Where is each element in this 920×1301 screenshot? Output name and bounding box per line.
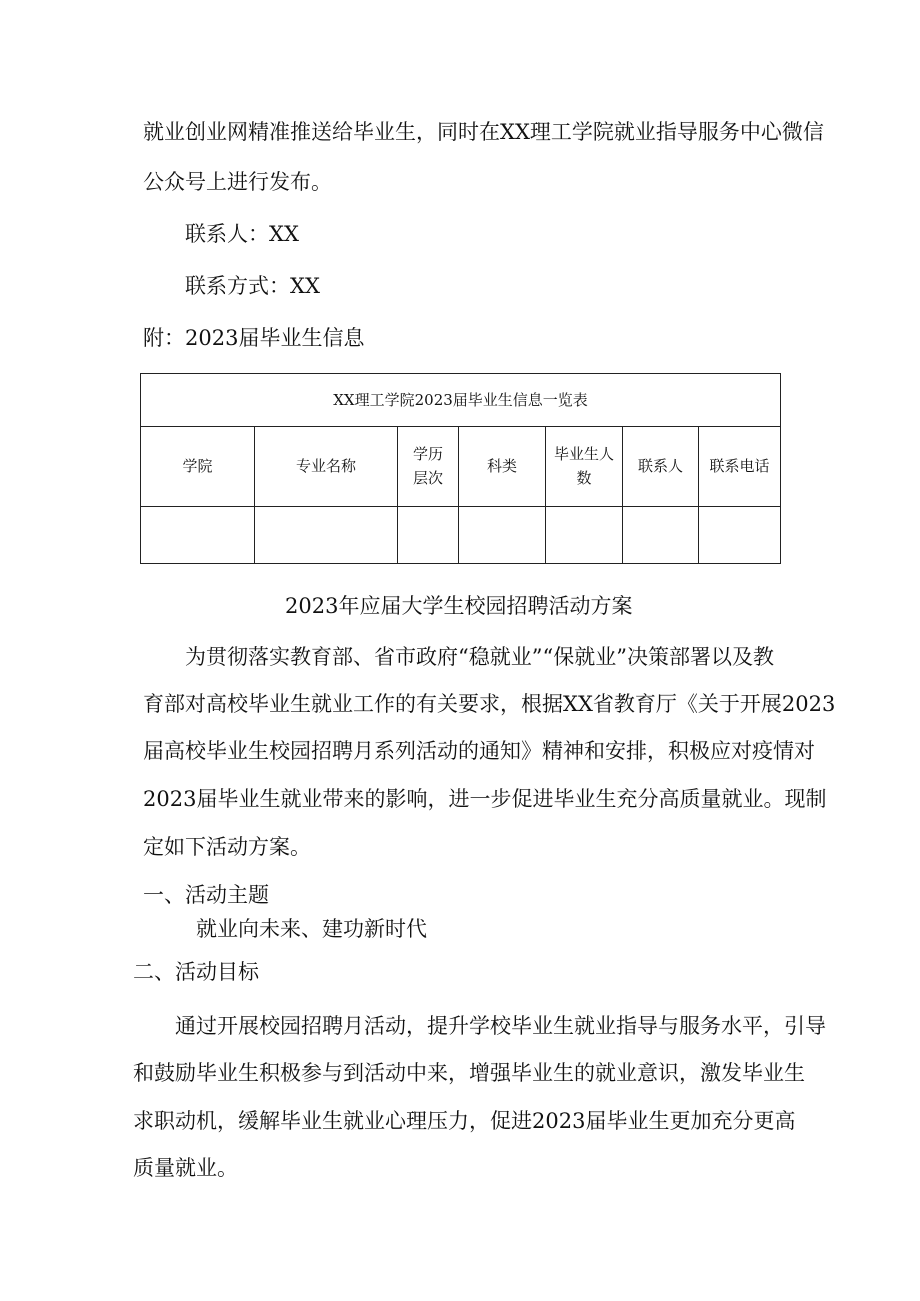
table-cell [699,506,781,563]
para2-line-3: 求职动机，缓解毕业生就业心理压力，促进2023届毕业生更加充分更高 [133,1109,796,1133]
para1-line-1: 为贯彻落实教育部、省市政府“稳就业”“保就业”决策部署以及教 [185,645,774,669]
section1-title: 一、活动主题 [143,883,269,907]
contact-method: 联系方式：XX [185,274,320,298]
attachment-label: 附：2023届毕业生信息 [143,326,365,350]
para2-line-1: 通过开展校园招聘月活动，提升学校毕业生就业指导与服务水平，引导 [175,1014,826,1038]
table-cell [398,506,459,563]
table-cell [459,506,546,563]
table-cell [546,506,623,563]
header-contact: 联系人 [623,427,699,506]
para1-line-2: 育部对高校毕业生就业工作的有关要求，根据XX省教育厅《关于开展2023 [143,692,836,716]
intro-line-1: 就业创业网精准推送给毕业生，同时在XX理工学院就业指导服务中心微信 [143,120,824,144]
table-cell [141,506,255,563]
section2-title: 二、活动目标 [133,960,259,984]
header-category: 科类 [459,427,546,506]
table-row [141,506,781,563]
plan-title: 2023年应届大学生校园招聘活动方案 [285,594,633,618]
header-major: 专业名称 [255,427,398,506]
intro-line-2: 公众号上进行发布。 [143,170,332,194]
table-cell [255,506,398,563]
table-title: XX理工学院2023届毕业生信息一览表 [141,374,781,427]
header-graduate-count [546,427,623,506]
para1-line-4: 2023届毕业生就业带来的影响，进一步促进毕业生充分高质量就业。现制 [143,787,827,811]
para2-line-4: 质量就业。 [133,1156,238,1180]
table-cell [623,506,699,563]
table-header-row [141,427,781,506]
header-graduate-count-line2: 数 [576,469,592,488]
para1-line-5: 定如下活动方案。 [143,835,311,859]
para1-line-3: 届高校毕业生校园招聘月系列活动的通知》精神和安排，积极应对疫情对 [143,739,815,763]
header-phone: 联系电话 [699,427,781,506]
header-education-level-line1: 学历 [412,445,443,464]
header-college: 学院 [141,427,255,506]
header-graduate-count-line1: 毕业生人 [553,445,614,464]
contact-person: 联系人：XX [185,222,299,246]
section1-text: 就业向未来、建功新时代 [196,917,427,941]
para2-line-2: 和鼓励毕业生积极参与到活动中来，增强毕业生的就业意识，激发毕业生 [133,1061,805,1085]
graduate-info-table [140,373,780,564]
header-education-level-line2: 层次 [412,469,443,488]
header-education-level [398,427,459,506]
